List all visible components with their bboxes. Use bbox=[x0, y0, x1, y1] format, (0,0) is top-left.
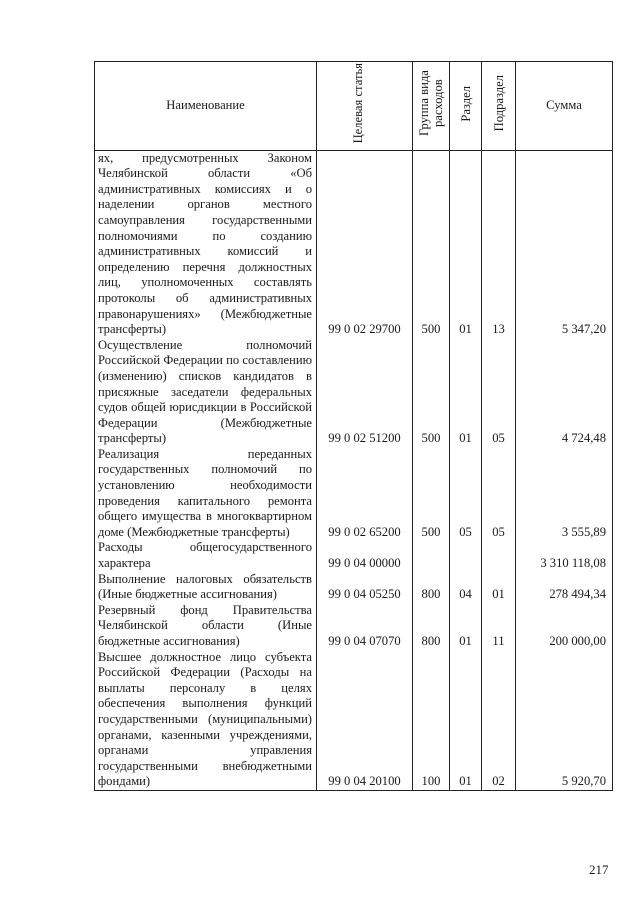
row-target: 99 0 04 20100 bbox=[317, 650, 413, 791]
row-subsection: 01 bbox=[482, 572, 516, 603]
row-target: 99 0 02 65200 bbox=[317, 447, 413, 541]
row-target: 99 0 02 51200 bbox=[317, 338, 413, 447]
header-name: Наименование bbox=[95, 62, 317, 151]
row-name: Высшее должностное лицо субъекта Российской Федерации (Расходы на выплаты персоналу в целях обеспечения выполнения функций государственными (муниципальными) органами, казенными учреждениями, органами управления государственными внебюджетными фондами) bbox=[95, 650, 317, 791]
row-section: 04 bbox=[450, 572, 482, 603]
row-sum: 200 000,00 bbox=[516, 603, 613, 650]
row-subsection bbox=[482, 540, 516, 571]
row-name: Расходы общегосударственного характера bbox=[95, 540, 317, 571]
row-section: 01 bbox=[450, 338, 482, 447]
row-name: Выполнение налоговых обязательств (Иные бюджетные ассигнования) bbox=[95, 572, 317, 603]
row-group bbox=[413, 540, 450, 571]
table-row bbox=[95, 603, 613, 650]
page-number: 217 bbox=[589, 862, 609, 877]
table-row bbox=[95, 150, 613, 338]
row-name: Осуществление полномочий Российской Федерации по составлению (изменению) списков кандидатов в присяжные заседатели федеральных судов общей юрисдикции в Российской Федерации (Межбюджетные трансферты) bbox=[95, 338, 317, 447]
row-section bbox=[450, 540, 482, 571]
row-sum: 4 724,48 bbox=[516, 338, 613, 447]
table-row bbox=[95, 540, 613, 571]
row-subsection: 05 bbox=[482, 338, 516, 447]
row-group: 500 bbox=[413, 150, 450, 338]
table-row bbox=[95, 338, 613, 447]
row-sum: 5 920,70 bbox=[516, 650, 613, 791]
row-subsection: 05 bbox=[482, 447, 516, 541]
row-section: 05 bbox=[450, 447, 482, 541]
row-group: 800 bbox=[413, 603, 450, 650]
row-target: 99 0 04 07070 bbox=[317, 603, 413, 650]
row-sum: 3 310 118,08 bbox=[516, 540, 613, 571]
row-target: 99 0 04 00000 bbox=[317, 540, 413, 571]
row-name: Резервный фонд Правительства Челябинской области (Иные бюджетные ассигнования) bbox=[95, 603, 317, 650]
row-subsection: 11 bbox=[482, 603, 516, 650]
row-name: Реализация переданных государственных полномочий по установлению необходимости проведения капитального ремонта общего имущества в многоквартирном доме (Межбюджетные трансферты) bbox=[95, 447, 317, 541]
row-subsection: 02 bbox=[482, 650, 516, 791]
header-row bbox=[95, 62, 613, 151]
table-row bbox=[95, 447, 613, 541]
row-section: 01 bbox=[450, 603, 482, 650]
row-group: 100 bbox=[413, 650, 450, 791]
table-row bbox=[95, 572, 613, 603]
header-group: Группа вида расходов bbox=[413, 62, 450, 151]
row-name: ях, предусмотренных Законом Челябинской области «Об административных комиссиях и о наделении органов местного самоуправления государственными полномочиями по созданию административных комиссий и определению перечня должностных лиц, уполномоченных составлять протоколы об административных правонарушениях» (Межбюджетные трансферты) bbox=[95, 150, 317, 338]
row-group: 500 bbox=[413, 447, 450, 541]
row-subsection: 13 bbox=[482, 150, 516, 338]
row-section: 01 bbox=[450, 650, 482, 791]
header-target: Целевая статья bbox=[317, 62, 413, 151]
row-group: 800 bbox=[413, 572, 450, 603]
budget-table bbox=[94, 61, 613, 791]
row-sum: 3 555,89 bbox=[516, 447, 613, 541]
row-sum: 5 347,20 bbox=[516, 150, 613, 338]
row-target: 99 0 04 05250 bbox=[317, 572, 413, 603]
header-sum: Сумма bbox=[516, 62, 613, 151]
header-subsection: Подраздел bbox=[482, 62, 516, 151]
row-section: 01 bbox=[450, 150, 482, 338]
row-group: 500 bbox=[413, 338, 450, 447]
row-target: 99 0 02 29700 bbox=[317, 150, 413, 338]
header-section: Раздел bbox=[450, 62, 482, 151]
row-sum: 278 494,34 bbox=[516, 572, 613, 603]
table-row bbox=[95, 650, 613, 791]
